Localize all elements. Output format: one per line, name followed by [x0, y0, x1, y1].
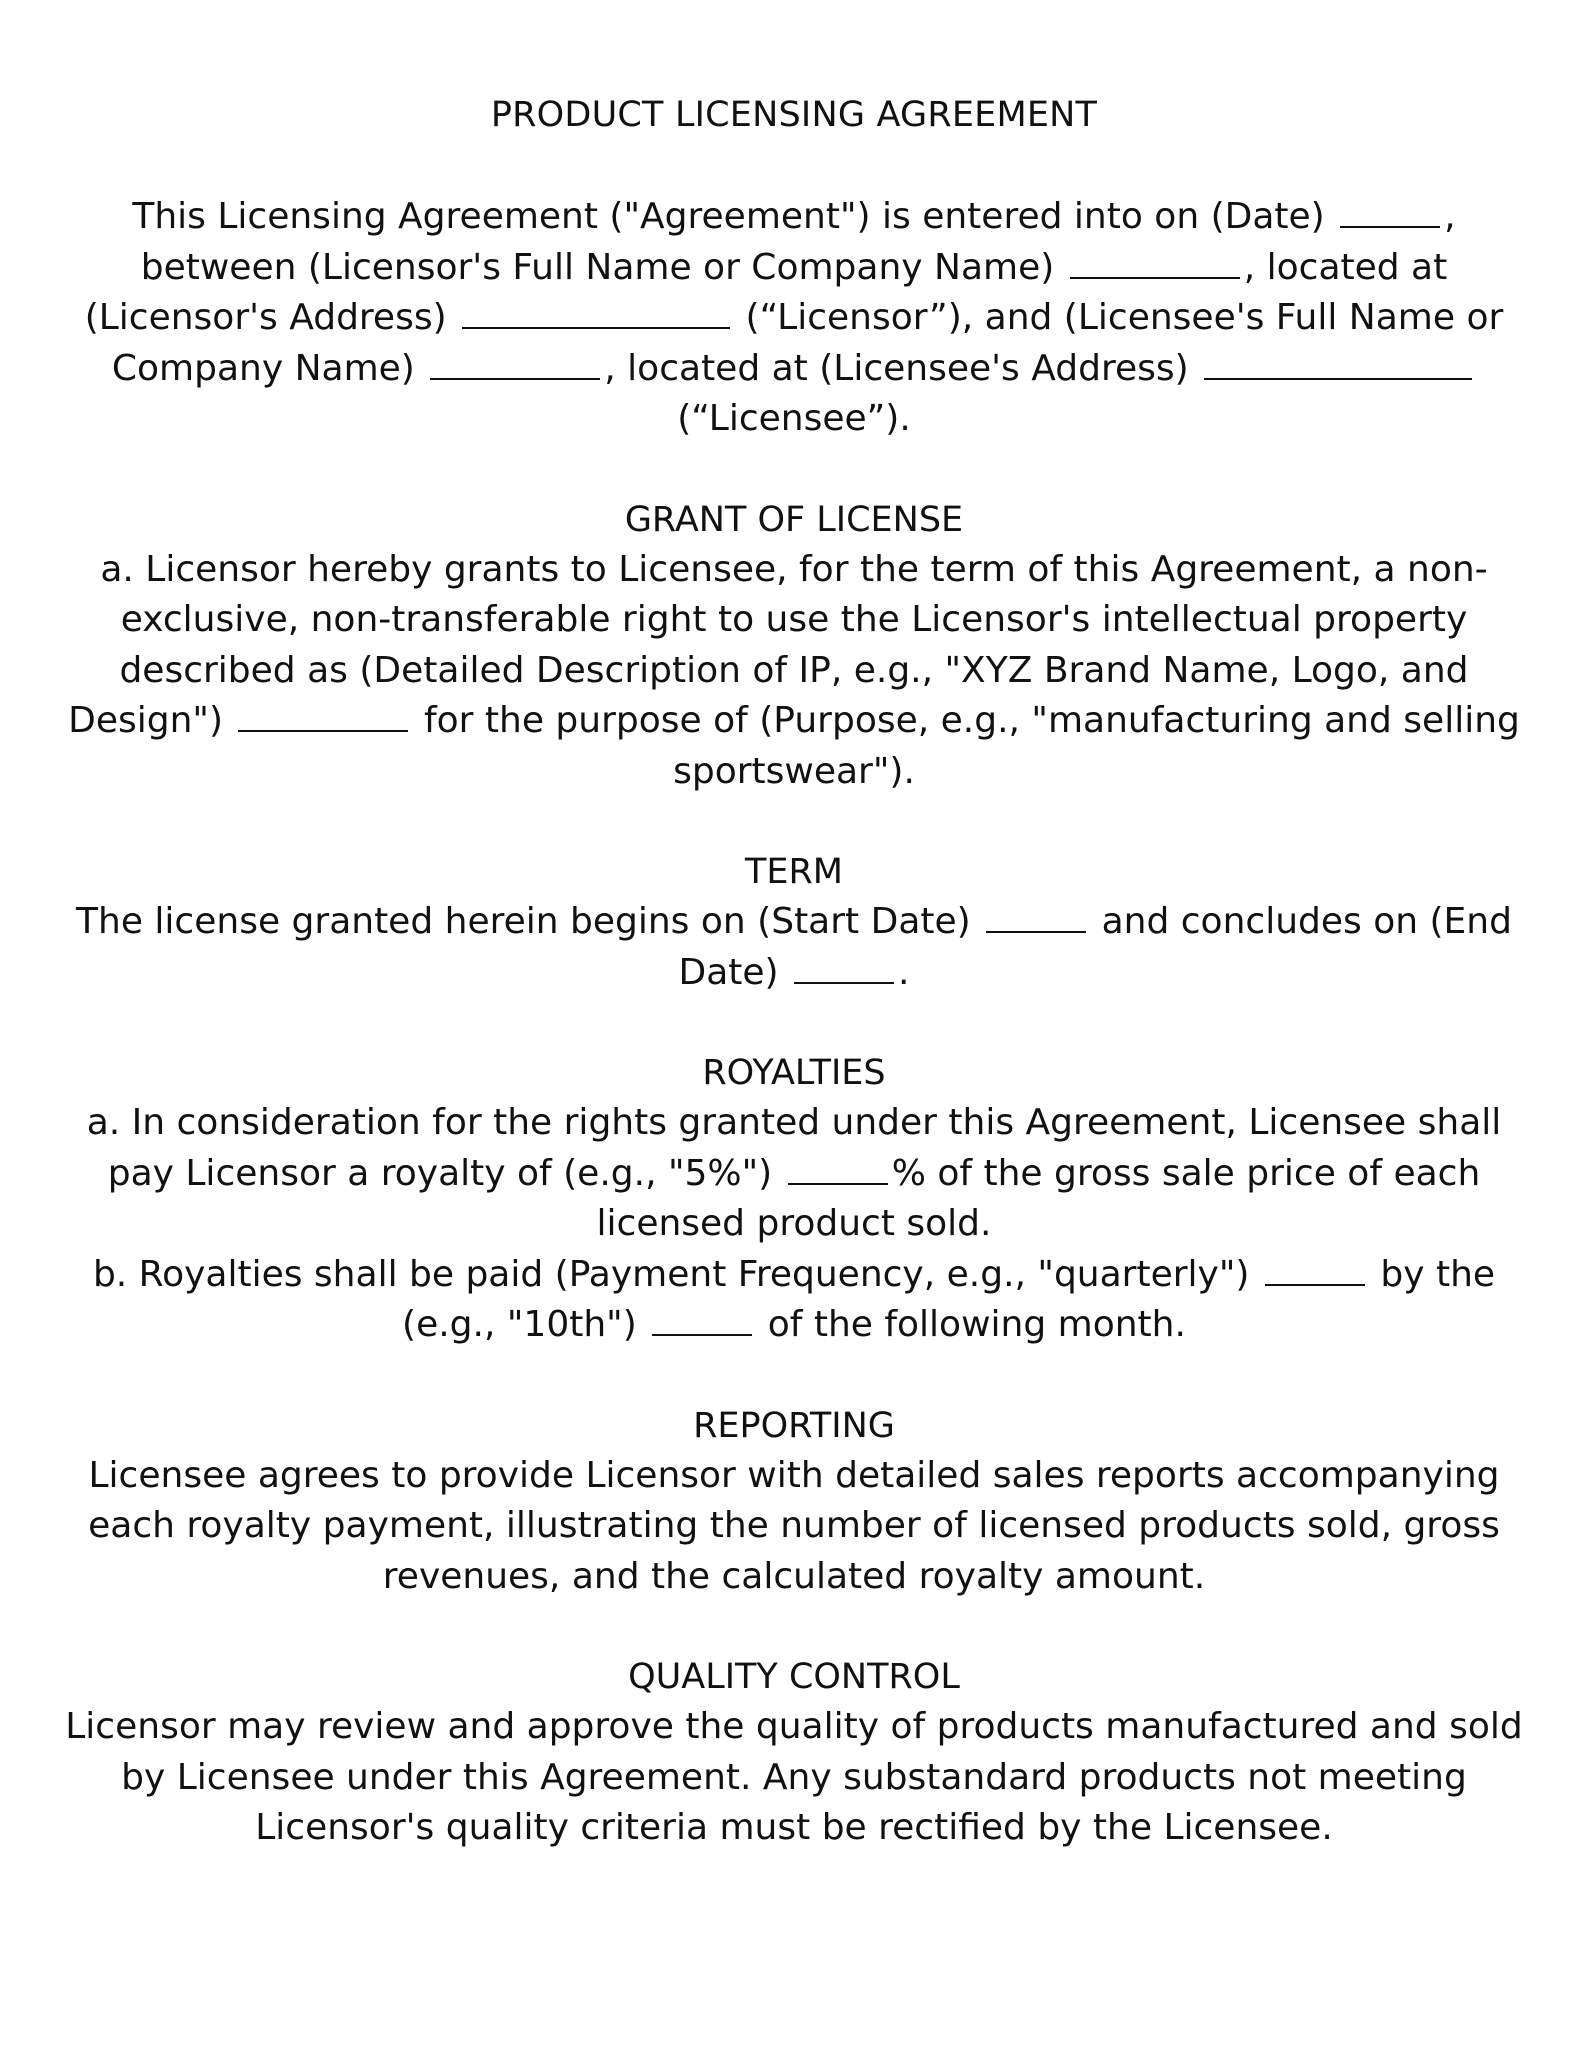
intro-text-licensee-address: , located at (Licensee's Address): [604, 347, 1189, 389]
quality-heading: QUALITY CONTROL: [628, 1657, 960, 1697]
grant-heading: GRANT OF LICENSE: [624, 499, 964, 540]
royalties-heading: ROYALTIES: [702, 1053, 886, 1093]
licensee-address-blank: [1204, 377, 1472, 380]
royalties-text-day: by the (e.g., "10th"): [402, 1253, 1496, 1345]
intro-paragraph: [50, 192, 1538, 445]
intro-text-licensor-address: , located at (Licensor's Address): [84, 246, 1448, 338]
royalty-rate-blank: [788, 1182, 888, 1185]
licensor-name-blank: [1070, 276, 1240, 279]
quality-section: [50, 1652, 1538, 1854]
licensee-name-blank: [430, 377, 600, 380]
royalties-text-rate: a. In consideration for the rights granted under this Agreement, Licensee shall pay Licensor a royalty of (e.g., "5%"): [86, 1102, 1502, 1194]
payment-frequency-blank: [1265, 1283, 1365, 1286]
intro-text-licensee-name: (“Licensor”), and (Licensee's Full Name or Company Name): [111, 297, 1504, 389]
term-text-period: .: [898, 951, 910, 993]
royalties-text-gross: % of the gross sale price of each licensed product sold.: [596, 1152, 1481, 1244]
royalties-text-frequency: b. Royalties shall be paid (Payment Frequency, e.g., "quarterly"): [92, 1253, 1250, 1295]
reporting-heading: REPORTING: [693, 1405, 895, 1446]
royalties-paragraph: [50, 1098, 1538, 1351]
reporting-section: [50, 1401, 1538, 1603]
date-blank: [1340, 225, 1440, 228]
royalties-item-b: [50, 1250, 1538, 1351]
quality-paragraph: Licensor may review and approve the quality of products manufactured and sold by Licensee under this Agreement. Any substandard products not meeting Licensor's quality criteria must be rectified by the Licensee.: [65, 1706, 1523, 1848]
ip-description-blank: [238, 729, 408, 732]
term-text-end: and concludes on (End Date): [678, 901, 1512, 993]
document-title: PRODUCT LICENSING AGREEMENT: [490, 95, 1098, 135]
royalties-item-a: [50, 1098, 1538, 1250]
grant-section: [50, 495, 1538, 798]
intro-text-licensee: (“Licensee”).: [677, 398, 911, 439]
royalties-section: [50, 1048, 1538, 1351]
start-date-blank: [986, 930, 1086, 933]
intro-text-date: This Licensing Agreement ("Agreement") is entered into on (Date): [132, 196, 1325, 237]
royalties-text-month: of the following month.: [767, 1304, 1186, 1345]
term-section: [50, 847, 1538, 998]
intro-section: [50, 192, 1538, 445]
licensor-address-blank: [462, 326, 730, 329]
term-heading: TERM: [744, 852, 843, 892]
grant-text-ip: a. Licensor hereby grants to Licensee, for the term of this Agreement, a non-exclusive, non-transferable right to use the Licensor's intellectual property described as (Detailed Description of IP, e.g., "XYZ Brand Name, Logo, and Design"): [68, 548, 1488, 741]
term-paragraph: [50, 897, 1538, 998]
grant-paragraph: [50, 545, 1538, 798]
payment-day-blank: [652, 1333, 752, 1336]
reporting-paragraph: Licensee agrees to provide Licensor with detailed sales reports accompanying each royalty payment, illustrating the number of licensed products sold, gross revenues, and the calculated royalty amount.: [88, 1454, 1500, 1597]
grant-text-purpose: for the purpose of (Purpose, e.g., "manufacturing and selling sportswear").: [423, 700, 1520, 792]
intro-text-licensor-name: , between (Licensor's Full Name or Company Name): [140, 196, 1456, 288]
term-text-start: The license granted herein begins on (Start Date): [76, 901, 971, 942]
end-date-blank: [794, 981, 894, 984]
